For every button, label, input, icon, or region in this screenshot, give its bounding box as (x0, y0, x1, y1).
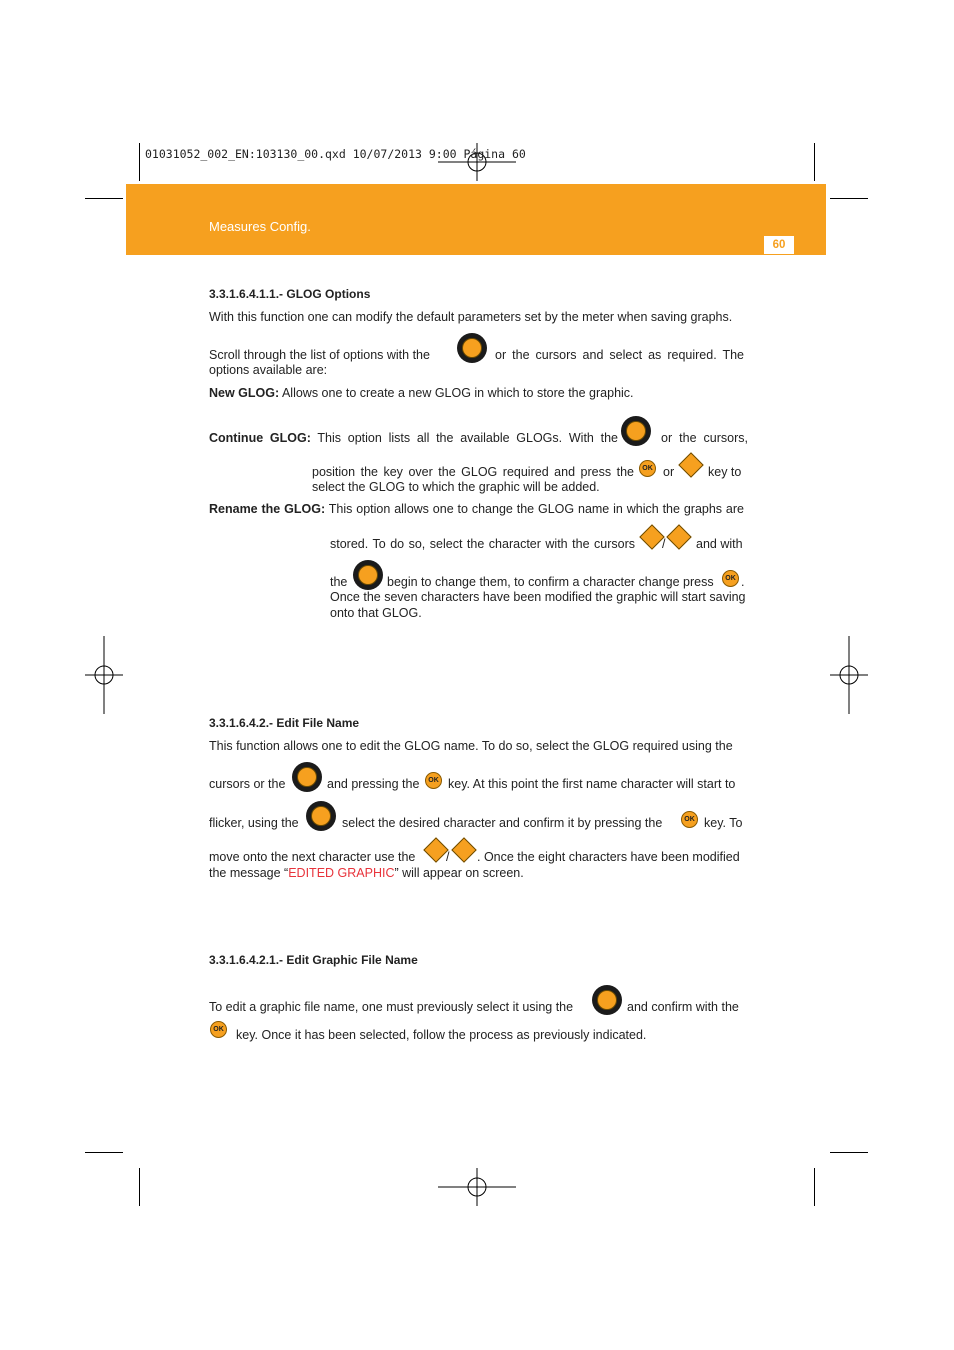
crop-mark (139, 143, 140, 181)
text: . (741, 575, 745, 589)
ok-key-label: OK (213, 1026, 224, 1033)
text: key. Once it has been selected, follow the process as previously indicated. (236, 1028, 647, 1042)
ok-key-icon (722, 570, 739, 587)
text: / (662, 537, 666, 551)
section-title: Measures Config. (209, 219, 311, 234)
crop-mark (830, 1152, 868, 1153)
text: key to (708, 465, 742, 479)
option-text: This option lists all the available GLOGs. With the (317, 431, 618, 445)
crop-mark (814, 1168, 815, 1206)
text: cursors or the (209, 777, 286, 791)
heading-glog-options: 3.3.1.6.4.1.1.- GLOG Options (209, 287, 371, 301)
rotary-knob-icon (457, 333, 487, 363)
crop-mark (814, 143, 815, 181)
text: Scroll through the list of options with the (209, 348, 430, 362)
text: move onto the next character use the (209, 850, 416, 864)
crop-mark (139, 1168, 140, 1206)
rotary-knob-icon (592, 985, 622, 1015)
text: begin to change them, to confirm a character change press (387, 575, 714, 589)
heading-edit-graphic-file-name: 3.3.1.6.4.2.1.- Edit Graphic File Name (209, 953, 418, 967)
ok-key-label: OK (642, 465, 653, 472)
heading-edit-file-name: 3.3.1.6.4.2.- Edit File Name (209, 716, 360, 730)
ok-key-label: OK (684, 816, 695, 823)
rotary-knob-icon (621, 416, 651, 446)
text: or the cursors, (661, 431, 748, 445)
text: stored. To do so, select the character with the cursors (330, 537, 635, 551)
text: This function allows one to edit the GLOG name. To do so, select the GLOG required using the (209, 739, 733, 753)
ok-key-label: OK (428, 777, 439, 784)
option-label: Continue GLOG: (209, 431, 311, 445)
ok-key-label: OK (725, 575, 736, 582)
ok-key-icon (681, 811, 698, 828)
option-rename-glog (209, 501, 744, 517)
edited-graphic-message: EDITED GRAPHIC (288, 866, 395, 880)
registration-mark-right (830, 636, 868, 714)
registration-mark-bottom (438, 1168, 516, 1206)
option-new-glog (209, 385, 634, 401)
text: the message “ (209, 866, 289, 880)
text: flicker, using the (209, 816, 299, 830)
text: onto that GLOG. (330, 606, 422, 620)
text: / (446, 850, 450, 864)
crop-mark (85, 1152, 123, 1153)
text: key. To (704, 816, 743, 830)
text: and pressing the (327, 777, 420, 791)
rotary-knob-icon (306, 801, 336, 831)
text: or (663, 465, 675, 479)
crop-mark (85, 198, 123, 199)
text: select the desired character and confirm it by pressing the (342, 816, 663, 830)
rotary-knob-icon (292, 762, 322, 792)
crop-mark (830, 198, 868, 199)
registration-mark-left (85, 636, 123, 714)
text: and confirm with the (627, 1000, 739, 1014)
text: the (330, 575, 348, 589)
ok-key-icon (639, 460, 656, 477)
text: select the GLOG to which the graphic will be added. (312, 480, 600, 494)
option-text: This option allows one to change the GLOG name in which the graphs are (328, 502, 744, 516)
paragraph-intro: With this function one can modify the default parameters set by the meter when saving graphs. (209, 310, 733, 324)
option-continue-glog (209, 430, 618, 446)
right-cursor-key-icon (451, 837, 476, 862)
rotary-knob-icon (353, 560, 383, 590)
right-cursor-key-icon (666, 524, 691, 549)
page-number: 60 (764, 236, 794, 254)
option-label: Rename the GLOG: (209, 502, 326, 516)
option-text: Allows one to create a new GLOG in which to store the graphic. (281, 386, 634, 400)
option-label: New GLOG: (209, 386, 280, 400)
right-cursor-key-icon (678, 452, 703, 477)
text: Once the seven characters have been modified the graphic will start saving (330, 590, 746, 604)
text: position the key over the GLOG required and press the (312, 465, 634, 479)
ok-key-icon (425, 772, 442, 789)
text: options available are: (209, 363, 328, 377)
text: key. At this point the first name character will start to (448, 777, 736, 791)
text: or the cursors and select as required. The (495, 348, 744, 362)
left-cursor-key-icon (423, 837, 448, 862)
text: and with (696, 537, 743, 551)
text: . Once the eight characters have been modified (477, 850, 740, 864)
left-cursor-key-icon (639, 524, 664, 549)
text: ” will appear on screen. (394, 866, 524, 880)
text: To edit a graphic file name, one must previously select it using the (209, 1000, 574, 1014)
file-slug: 01031052_002_EN:103130_00.qxd 10/07/2013 9:00 Página 60 (145, 147, 526, 161)
ok-key-icon (210, 1021, 227, 1038)
message-line (209, 865, 524, 881)
